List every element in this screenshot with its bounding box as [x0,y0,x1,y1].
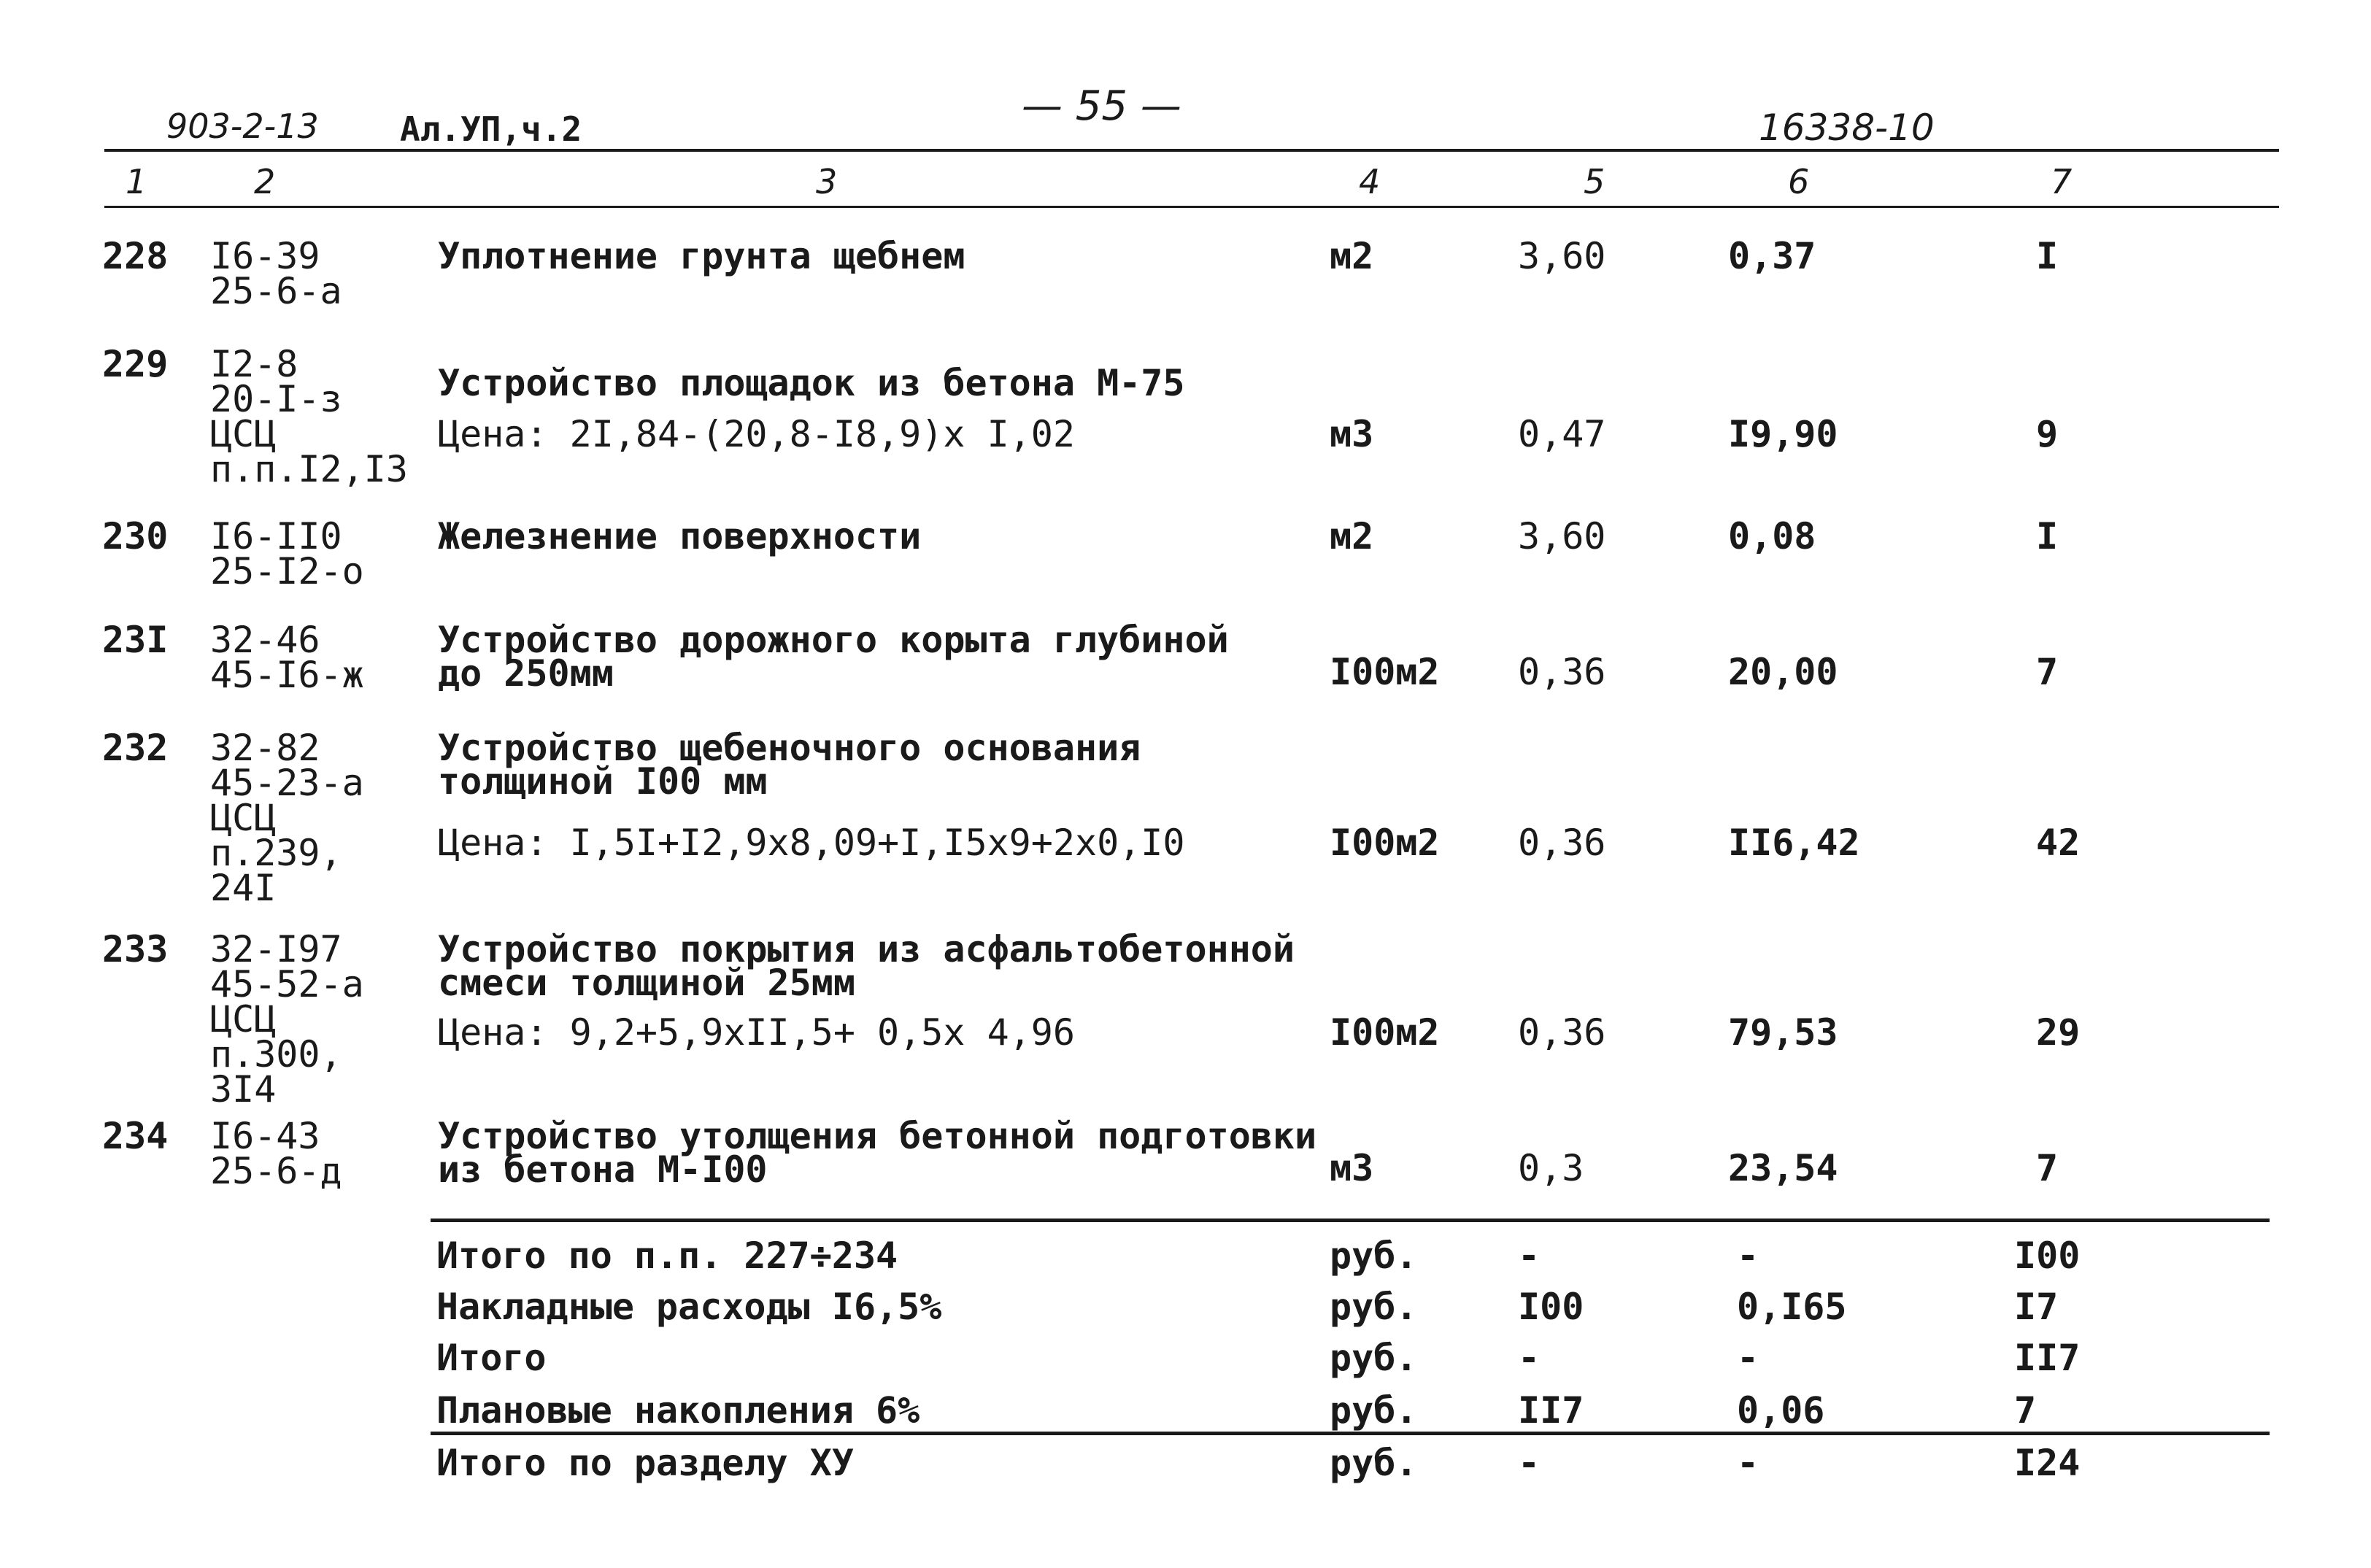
work-description: Устройство площадок из бетона М-75 [438,362,1185,404]
summary-rate: 0,I65 [1737,1286,1847,1328]
norm-code: ЦСЦ [210,797,277,839]
norm-code: 45-52-a [210,963,364,1005]
norm-code: п.п.I2,I3 [210,448,408,490]
unit: м2 [1330,515,1374,557]
summary-total: II7 [2014,1337,2081,1379]
price-formula: Цена: 2I,84-(20,8-I8,9)х I,02 [438,413,1075,455]
work-description: толщиной I00 мм [438,760,768,803]
summary-unit: руб. [1330,1442,1418,1484]
summary-label: Итого по разделу ХУ [436,1442,854,1484]
inventory-number: 16338-10 [1759,107,1935,149]
row-total: I [2036,235,2059,277]
row-total: 9 [2036,413,2059,455]
norm-code: I6-39 [210,235,320,277]
unit: м3 [1330,413,1374,455]
row-number: 234 [102,1115,169,1157]
work-description: Устройство щебеночного основания [438,727,1141,769]
work-description: Устройство утолщения бетонной подготовки [438,1115,1317,1157]
work-description: Уплотнение грунта щебнем [438,235,965,277]
row-total: I [2036,515,2059,557]
norm-code: ЦСЦ [210,998,277,1040]
summary-quantity: I00 [1518,1286,1584,1328]
norm-code: 32-I97 [210,928,342,970]
column-number: 6 [1788,162,1810,201]
summary-quantity: - [1518,1442,1541,1484]
norm-code: 25-6-д [210,1150,342,1192]
norm-code: I6-II0 [210,515,342,557]
unit-price: 20,00 [1728,651,1838,693]
unit-price: 23,54 [1728,1147,1838,1189]
norm-code: 25-I2-о [210,550,364,592]
row-number: 23I [102,619,169,661]
unit-price: II6,42 [1728,822,1860,864]
summary-rate: 0,06 [1737,1389,1825,1432]
summary-total: I24 [2014,1442,2081,1484]
summary-quantity: - [1518,1337,1541,1379]
column-number: 4 [1359,162,1381,201]
summary-label: Накладные расходы I6,5% [436,1286,942,1328]
quantity: 0,47 [1518,413,1606,455]
summary-label: Итого по п.п. 227÷234 [436,1235,898,1277]
row-total: 42 [2036,822,2081,864]
quantity: 0,36 [1518,1011,1606,1054]
doc-code: 903-2-13 [166,107,319,146]
column-number: 7 [2051,162,2073,201]
quantity: 0,36 [1518,651,1606,693]
unit-price: 0,08 [1728,515,1816,557]
summary-unit: руб. [1330,1235,1418,1277]
norm-code: 3I4 [210,1068,277,1111]
price-formula: Цена: 9,2+5,9хII,5+ 0,5х 4,96 [438,1011,1075,1054]
row-number: 228 [102,235,169,277]
summary-total: I00 [2014,1235,2081,1277]
work-description: Устройство дорожного корыта глубиной [438,619,1229,661]
work-description: из бетона М-I00 [438,1148,768,1191]
norm-code: 32-82 [210,727,320,769]
norm-code: 20-I-з [210,378,342,420]
header-top-rule [104,149,2279,152]
unit-price: 79,53 [1728,1011,1838,1054]
summary-unit: руб. [1330,1286,1418,1328]
row-total: 7 [2036,651,2059,693]
row-number: 230 [102,515,169,557]
work-description: до 250мм [438,652,614,695]
quantity: 3,60 [1518,515,1606,557]
norm-code: I6-43 [210,1115,320,1157]
unit: м2 [1330,235,1374,277]
work-description: Устройство покрытия из асфальтобетонной [438,928,1295,970]
row-number: 233 [102,928,169,970]
row-number: 229 [102,343,169,385]
album-ref: Ал.УП,ч.2 [400,109,582,149]
unit-price: I9,90 [1728,413,1838,455]
unit-price: 0,37 [1728,235,1816,277]
unit: м3 [1330,1147,1374,1189]
norm-code: ЦСЦ [210,413,277,455]
norm-code: п.239, [210,832,342,874]
summary-quantity: II7 [1518,1389,1584,1432]
summary-rate: - [1737,1337,1759,1379]
column-number: 5 [1584,162,1605,201]
quantity: 0,3 [1518,1147,1584,1189]
unit: I00м2 [1330,822,1440,864]
quantity: 0,36 [1518,822,1606,864]
work-description: Железнение поверхности [438,515,922,557]
summary-unit: руб. [1330,1337,1418,1379]
summary-label: Итого [436,1337,547,1379]
price-formula: Цена: I,5I+I2,9х8,09+I,I5х9+2х0,I0 [438,822,1185,864]
norm-code: 32-46 [210,619,320,661]
summary-bottom-rule [431,1432,2270,1435]
unit: I00м2 [1330,1011,1440,1054]
unit: I00м2 [1330,651,1440,693]
norm-code: 45-I6-ж [210,654,364,696]
work-description: смеси толщиной 25мм [438,962,855,1004]
column-number: 3 [816,162,838,201]
summary-total: 7 [2014,1389,2037,1432]
norm-code: п.300, [210,1033,342,1075]
summary-label: Плановые накопления 6% [436,1389,920,1432]
summary-quantity: - [1518,1235,1541,1277]
norm-code: 24I [210,867,277,909]
summary-rate: - [1737,1442,1759,1484]
column-number: 2 [254,162,276,201]
row-total: 29 [2036,1011,2081,1054]
row-total: 7 [2036,1147,2059,1189]
summary-rate: - [1737,1235,1759,1277]
summary-total: I7 [2014,1286,2059,1328]
row-number: 232 [102,727,169,769]
norm-code: 25-6-a [210,270,342,312]
norm-code: I2-8 [210,343,298,385]
norm-code: 45-23-a [210,762,364,804]
summary-unit: руб. [1330,1389,1418,1432]
column-number: 1 [126,162,147,201]
header-bottom-rule [104,206,2279,208]
page-number: — 55 — [1022,82,1181,130]
summary-top-rule [431,1219,2270,1222]
quantity: 3,60 [1518,235,1606,277]
